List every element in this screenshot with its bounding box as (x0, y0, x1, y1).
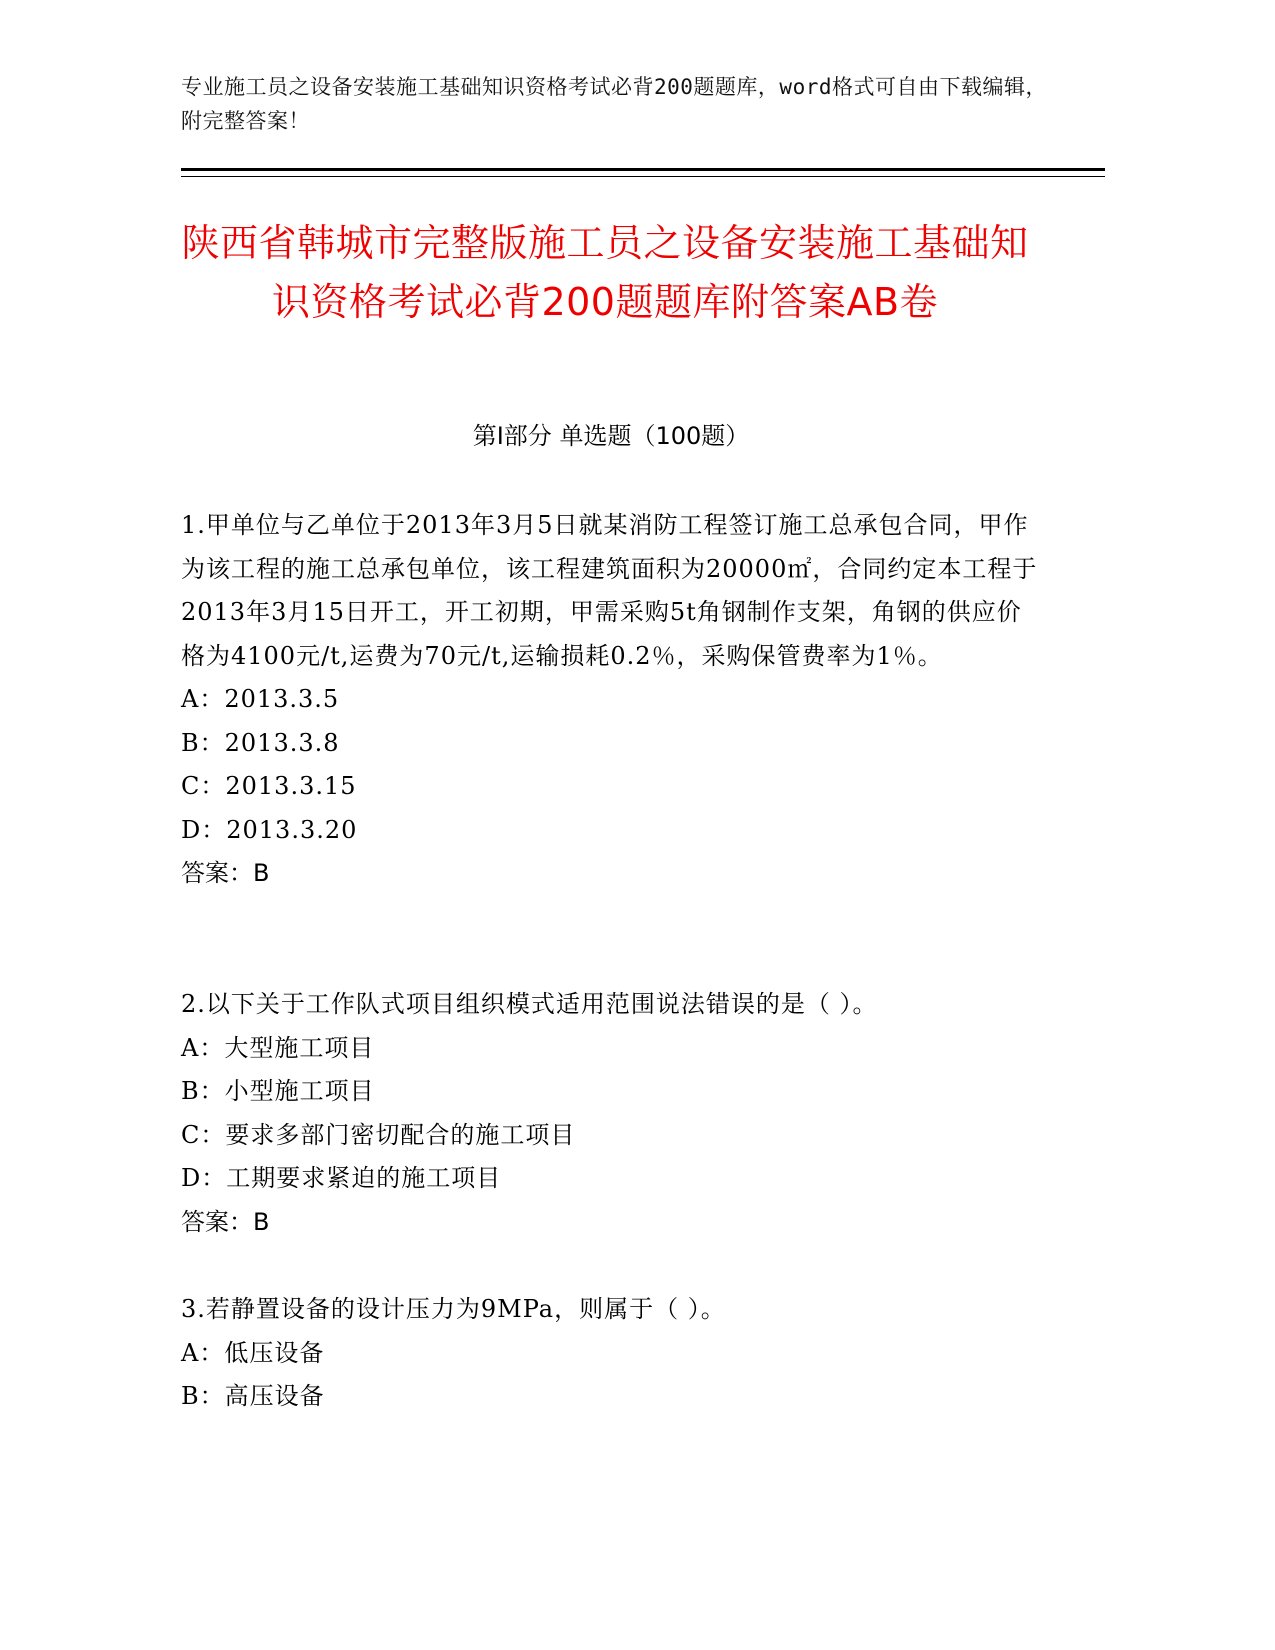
answer-line: 答案：B (181, 1207, 270, 1236)
question-1 (181, 504, 1041, 896)
option-b: B：2013.3.8 (181, 728, 340, 757)
answer-line: 答案：B (181, 859, 270, 887)
option-c: C：要求多部门密切配合的施工项目 (181, 1120, 576, 1149)
option-d: D：2013.3.20 (181, 815, 358, 844)
question-stem: 3.若静置设备的设计压力为9MPa，则属于（ ）。 (181, 1295, 726, 1323)
question-2 (181, 983, 1041, 1244)
option-a: A：大型施工项目 (181, 1033, 375, 1062)
option-d: D：工期要求紧迫的施工项目 (181, 1164, 502, 1192)
question-stem: 2.以下关于工作队式项目组织模式适用范围说法错误的是（ ）。 (181, 990, 878, 1018)
header-divider-thick (181, 168, 1105, 171)
document-title: 陕西省韩城市完整版施工员之设备安装施工基础知识资格考试必背200题题库附答案AB卷 (181, 221, 1029, 324)
option-a: A：低压设备 (181, 1338, 325, 1367)
header-divider-thin (181, 176, 1105, 177)
question-stem: 1.甲单位与乙单位于2013年3月5日就某消防工程签订施工总承包合同，甲作为该工程的施工总承包单位，该工程建筑面积为20000㎡，合同约定本工程于2013年3月15日开工，开工初期，甲需采购5t角钢制作支架，角钢的供应价格为4100元/t,运费为70元/t,运输损耗0.2％，采购保管费率为1％。 (181, 511, 1038, 670)
question-3 (181, 1288, 1041, 1419)
header-note: 专业施工员之设备安装施工基础知识资格考试必背200题题库，word格式可自由下载编辑，附完整答案！ (181, 75, 1047, 133)
option-b: B：小型施工项目 (181, 1077, 375, 1105)
section-title: 第Ⅰ部分 单选题（100题） (472, 422, 750, 450)
option-b: B：高压设备 (181, 1382, 325, 1410)
option-c: C：2013.3.15 (181, 772, 357, 800)
option-a: A：2013.3.5 (181, 685, 340, 713)
